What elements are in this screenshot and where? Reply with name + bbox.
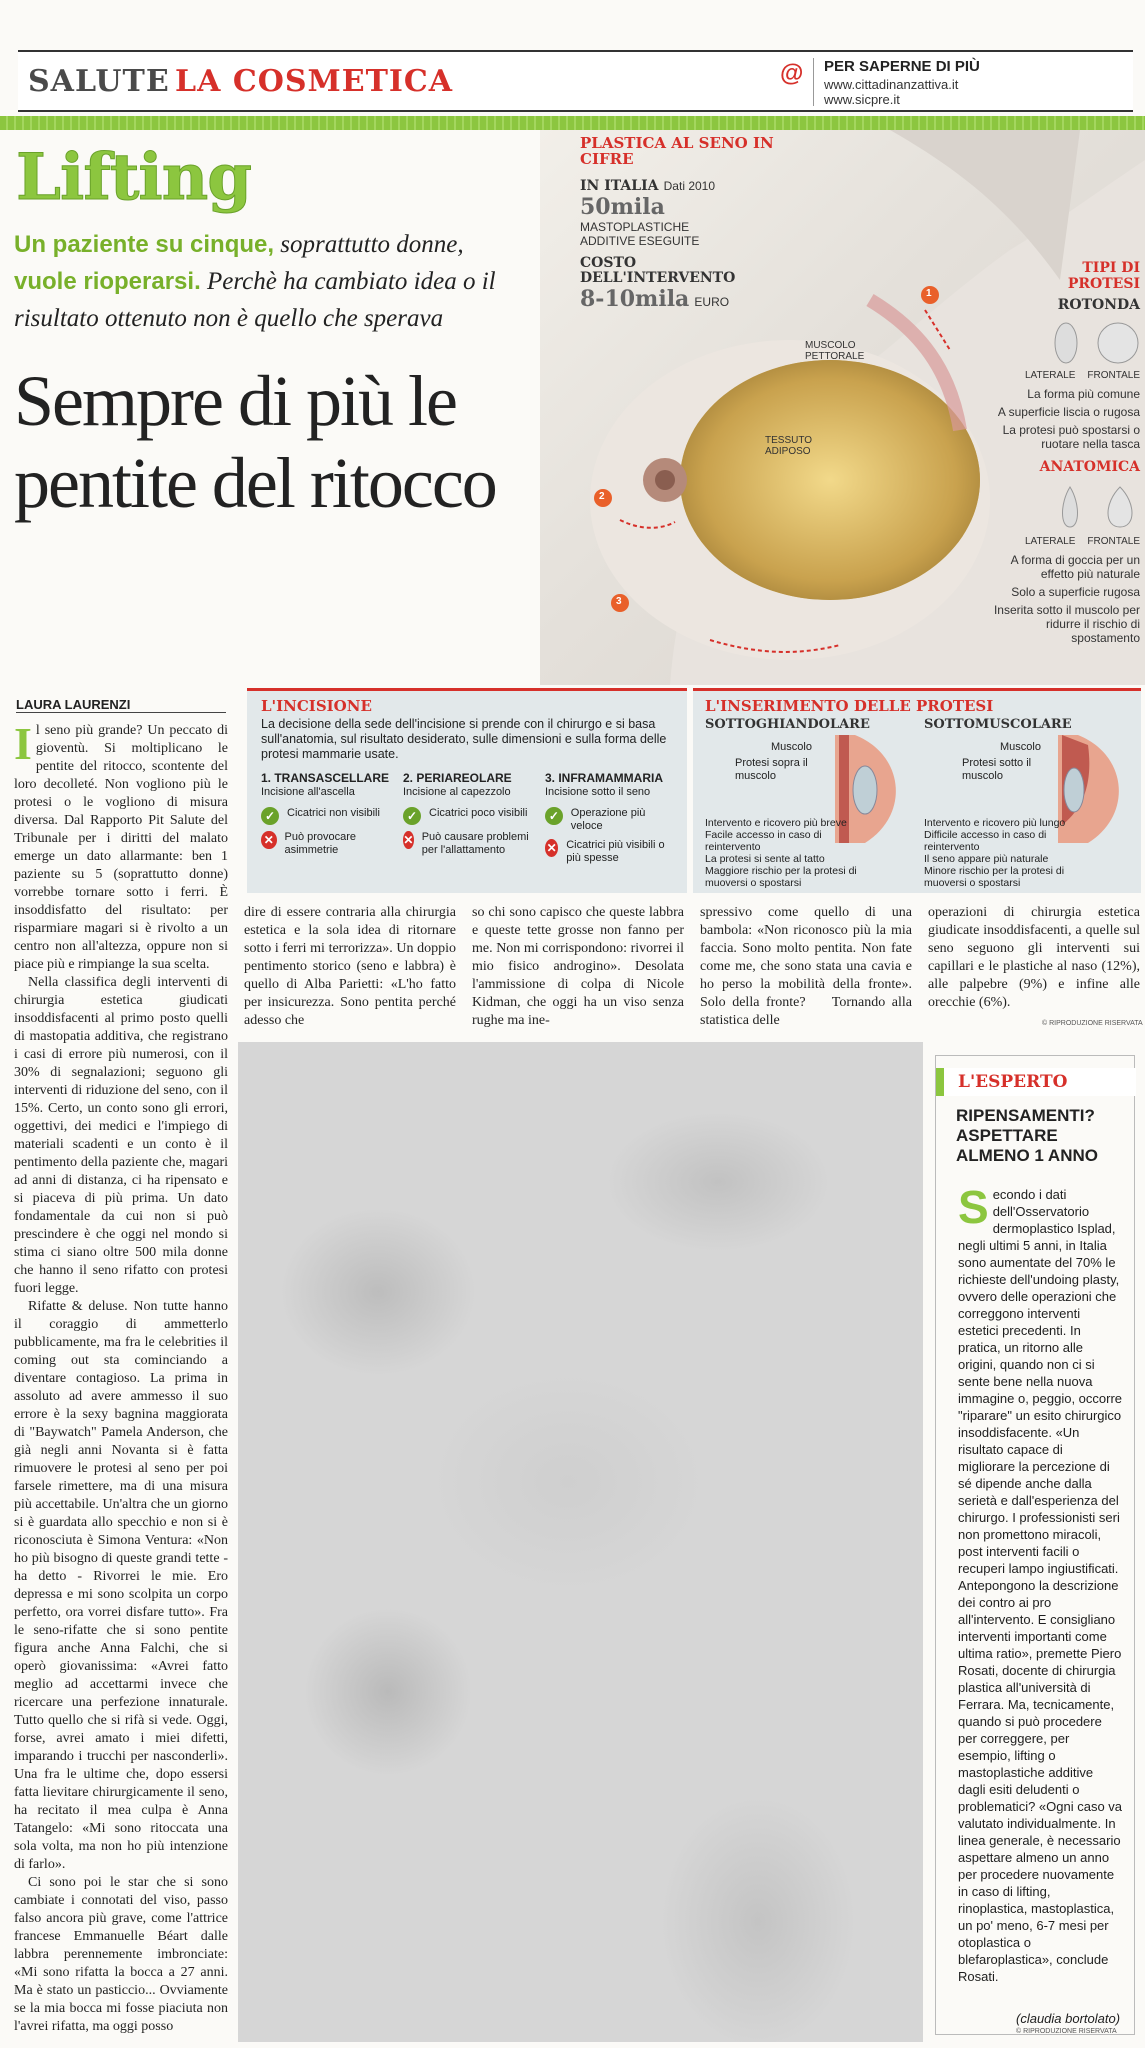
marker-2-label: 2 [599, 491, 605, 502]
incisione-col-title: 3. INFRAMAMMARIA [545, 771, 663, 785]
incisione-columns [261, 770, 679, 865]
incisione-col-sub: Incisione sotto il seno [545, 786, 651, 798]
inserimento-infobox [693, 688, 1141, 893]
incisione-col-sub: Incisione all'ascella [261, 786, 355, 798]
subtitle-highlight-2: vuole rioperarsi. [14, 268, 201, 295]
marker-1-label: 1 [926, 288, 932, 299]
protesi-types-title: TIPI DI PROTESI [1067, 260, 1140, 292]
at-icon: @ [780, 60, 804, 87]
inserimento-col-sottomuscolare [924, 717, 1133, 887]
subsection-name: LA COSMETICA [175, 64, 454, 99]
mastoplastiche-label: MASTOPLASTICHE ADDITIVE ESEGUITE [580, 220, 700, 248]
incisione-col-title: 1. TRANSASCELLARE [261, 771, 390, 785]
costo-label: COSTO DELL'INTERVENTO [580, 255, 736, 286]
expert-signature: (claudia bortolato) [1016, 2011, 1121, 2026]
incisione-title: L'INCISIONE [261, 697, 372, 715]
protesi-types-panel [990, 260, 1140, 645]
list-item: Intervento e ricovero più lungo [924, 817, 1066, 829]
info-link-cittadinanzattiva[interactable]: www.cittadinanzattiva.it [824, 77, 959, 92]
mastoplastiche-value: 50mila [580, 194, 665, 220]
inserimento-title: L'INSERIMENTO DELLE PROTESI [705, 697, 994, 715]
byline: LAURA LAURENZI [16, 697, 131, 712]
rotonda-text-2: A superficie liscia o rugosa [997, 405, 1140, 419]
costo-unit: EURO [694, 295, 730, 309]
expert-label-bar [936, 1068, 1136, 1096]
incisione-infobox [247, 688, 687, 893]
rotonda-shapes [990, 321, 1140, 365]
incisione-col-sub: Incisione al capezzolo [403, 786, 511, 798]
subtitle-part-1: soprattutto donne, [274, 231, 464, 258]
rotonda-laterale: LATERALE [1025, 370, 1076, 381]
incisione-con: Può provocare asimmetrie [284, 831, 357, 856]
list-item: Difficile accesso in caso di reintervento [924, 829, 1047, 853]
costo-value: 8-10mila [580, 286, 690, 312]
list-item: Minore rischio per la protesi di muoversi o spostarsi [924, 865, 1065, 889]
label-tessuto-adiposo: TESSUTO ADIPOSO [765, 435, 813, 457]
article-paragraph: Rifatte & deluse. Non tutte hanno il coraggio di ammetterlo pubblicamente, ma fra le celebrities il coming out sta cominciando a diventare contagioso. La prima in assoluto ad avere ammesso il suo errore è la sexy bagnina maggiorata di "Baywatch" Pamela Anderson, che già negli anni Novanta si è fatta rimuovere le protesi al seno per poi farsele rimettere, ma di una misura più accettabile. Un'altra che un giorno si è guardata allo specchio e non si è riconosciuta è Simona Ventura: «Non ho più bisogno di queste grandi tette - ha detto - Rivorrei le mie. Ero depressa e mi sono scolpita un corpo perfetto, ora vorrei disfare tutto». Fra le seno-rifatte che si sono pentite figura anche Anna Falchi, che si operò giovanissima: «Avrei fatto meglio ad accettarmi invece che ricercare una perfezione innaturale. Tutto quello che si rifà si vede. Oggi, forse, avrei amato i miei difetti, imparando i trucchi per nasconderli». Una fra le ultime che, dopo essersi fatta lievitare chirurgicamente il seno, ha recitato il mea culpa è Anna Tatangelo: «Mi sono ritoccata una sola volta, ma non ho più intenzione di farlo». [14, 1299, 228, 1872]
anatomica-text-1: A forma di goccia per un effetto più naturale [1010, 553, 1140, 581]
stats-title: PLASTICA AL SENO IN CIFRE [580, 134, 774, 168]
incisione-col-title: 2. PERIAREOLARE [403, 771, 512, 785]
info-title: PER SAPERNE DI PIÙ [824, 58, 980, 75]
anatomica-shapes [990, 483, 1140, 531]
anatomica-title: ANATOMICA [1039, 459, 1140, 475]
section-name: SALUTE [28, 64, 170, 99]
in-italia-year: Dati 2010 [663, 179, 716, 193]
anatomica-text-2: Solo a superficie rugosa [1011, 585, 1140, 599]
rotonda-text-1: La forma più comune [1027, 387, 1140, 401]
expert-label: L'ESPERTO [958, 1072, 1068, 1092]
drop-cap: S [958, 1181, 989, 1233]
cross-icon: ✕ [261, 831, 277, 849]
list-item: Maggiore rischio per la protesi di muoversi o spostarsi [705, 865, 857, 889]
copyright-note: © RIPRODUZIONE RISERVATA [1042, 1020, 1143, 1027]
in-italia-label: IN ITALIA [580, 178, 659, 194]
byline-rule [16, 712, 226, 713]
article-paragraph: Il seno più grande? Un peccato di gioventù. Si moltiplicano le pentite del ritocco, scontente del loro decolleté. Non vogliono più le protesi o le vogliono di misura diversa. Dal Rapporto Pit Salute del Tribunale per i diritti del malato emerge un dato allarmante: ben 1 paziente su 5 (soprattutto donne) vorrebbe tornare sotto i ferri. È insoddisfatto del risultato: per risparmiare magari si è rivolto a un centro non all'altezza, oppure non si piace più e rimpiange la sua scelta. [14, 722, 228, 972]
drop-cap: I [14, 722, 32, 769]
list-item: Il seno appare più naturale [924, 853, 1049, 865]
muscolo-label: Muscolo [1000, 741, 1041, 753]
inserimento-col-title: SOTTOMUSCOLARE [924, 717, 1072, 732]
info-link-sicpre[interactable]: www.sicpre.it [824, 92, 900, 107]
incisione-col-transascellare [261, 770, 395, 865]
article-column-5: operazioni di chirurgia estetica giudicate insoddisfacenti, a quelle sul seno seguono gli interventi sui capillari e le plastiche al naso (12%), alle palpebre (9%) e infine alle orecchie (6%). [928, 905, 1140, 1010]
incisione-col-inframammaria [545, 770, 679, 865]
subtitle-highlight-1: Un paziente su cinque, [14, 231, 275, 258]
inserimento-col-title: SOTTOGHIANDOLARE [705, 717, 870, 732]
section-header [18, 50, 1133, 112]
header-divider [813, 58, 814, 106]
list-item: La protesi si sente al tatto [705, 853, 825, 865]
article-column-4: spressivo come quello di una bambola: «Non riconosco più la mia faccia. Sono molto pentita. Non fate come me, che sono stata una cavia e ho perso la mobilità della fronte». Solo della fronte? Tornando alla statistica delle [700, 905, 912, 1028]
expert-title: RIPENSAMENTI? ASPETTARE ALMENO 1 ANNO [956, 1106, 1098, 1165]
protesi-label: Protesi sotto il muscolo [962, 757, 1032, 782]
anatomica-front-icon [1100, 483, 1140, 531]
expert-sidebar [935, 1055, 1135, 2035]
cross-icon: ✕ [546, 841, 557, 855]
anatomica-frontale: FRONTALE [1087, 536, 1140, 547]
blurred-photo [238, 1042, 923, 2042]
incisione-pro: Cicatrici non visibili [287, 807, 380, 819]
stats-panel [580, 135, 780, 312]
sottomuscolare-list [924, 817, 1084, 889]
green-stripe-bar [0, 116, 1145, 130]
incisione-pro: Cicatrici poco visibili [429, 807, 528, 819]
incisione-intro: La decisione della sede dell'incisione si prende con il chirurgo e si basa sull'anatomia, sul risultato desiderato, sulle dimensioni e sulla forma delle protesi mammarie usate. [261, 717, 667, 761]
list-item: Intervento e ricovero più breve [705, 817, 847, 829]
expert-copyright: © RIPRODUZIONE RISERVATA [1016, 2028, 1117, 2035]
headline: Sempre di più le pentite del ritocco [14, 361, 496, 523]
rotonda-frontale: FRONTALE [1087, 370, 1140, 381]
check-icon: ✓ [261, 807, 279, 825]
article-column-1 [14, 722, 228, 2042]
rotonda-text-3: La protesi può spostarsi o ruotare nella tasca [1002, 423, 1140, 451]
cross-icon: ✕ [403, 833, 414, 847]
kicker-title: Lifting [16, 140, 251, 215]
rotonda-title: ROTONDA [1057, 297, 1140, 313]
sottoghiandolare-list [705, 817, 865, 889]
marker-3-label: 3 [616, 596, 622, 607]
article-paragraph: Nella classifica degli interventi di chirurgia estetica giudicati insoddisfacenti al primo posto quelli di mastopatia additiva, che registrano i casi di errore più numerosi, con il 30% di segnalazioni; seguono gli interventi di riduzione del seno, con il 15%. Certo, un conto sono gli errori, oggettivi, dei medici e l'impiego di materiali scadenti e un conto è il pentimento della paziente che, magari ad anni di distanza, ci ha ripensato e si piaceva di più prima. Un dato fondamentale da cui non si può prescindere è che oggi nel mondo si stima ci siano oltre 500 mila donne che hanno il seno rifatto con protesi fuori legge. [14, 975, 228, 1296]
list-item: Facile accesso in caso di reintervento [705, 829, 822, 853]
expert-body: Secondo i dati dell'Osservatorio dermoplastico Isplad, negli ultimi 5 anni, in Italia sono aumentate del 70% le richieste dell'undoing plasty, ovvero delle operazioni che correggono interventi estetici precedenti. In pratica, un ritorno alle origini, quando non ci si sente bene nella nuova immagine o, peggio, occorre "riparare" un esito chirurgico insoddisfacente. «Un risultato capace di migliorare la percezione di sé dipende anche dalla serietà e dall'esperienza del chirurgo. I professionisti seri non promettono miracoli, post interventi facili o recuperi lampo ingiustificati. Antepongono la descrizione dei contro ai pro all'intervento. E consigliano interventi importanti come ultima ratio», premette Piero Rosati, docente di chirurgia plastica all'università di Ferrara. Ma, tecnicamente, quando si può procedere per correggere, per esempio, lifting o mastoplastiche additive dagli esiti deludenti o problematici? «Ogni caso va valutato individualmente. In linea generale, è necessario aspettare almeno un anno per procedere nuovamente in caso di lifting, rinoplastica, mastoplastica, un po' meno, 6-7 mesi per otoplastica o blefaroplastica», conclude Rosati. [958, 1181, 1123, 1984]
anatomica-side-icon [1056, 483, 1084, 531]
subtitle [14, 226, 574, 337]
anatomica-laterale: LATERALE [1025, 536, 1076, 547]
protesi-label: Protesi sopra il muscolo [735, 757, 808, 782]
anatomica-text-3: Inserita sotto il muscolo per ridurre il rischio di spostamento [993, 603, 1140, 645]
article-paragraph: Ci sono poi le star che si sono cambiate i connotati del viso, passo falso ancora più grave, come l'attrice francese Emmanuelle Béart dalle labbra perennemente imbronciate: «Mi sono rifatta la bocca a 27 anni. Ma è stato un pasticcio... Ovviamente se la mia bocca mi fosse piaciuta non l'avrei rifatta, ma oggi posso [14, 1875, 228, 2034]
muscolo-label: Muscolo [771, 741, 812, 753]
incisione-pro: Operazione più veloce [570, 807, 646, 832]
rotonda-front-icon [1096, 321, 1140, 365]
check-icon: ✓ [403, 807, 421, 825]
incisione-con: Cicatrici più visibili o più spesse [566, 839, 665, 864]
article-column-2: dire di essere contraria alla chirurgia estetica e la sola idea di ritornare sotto i ferri mi terrorizza». Un doppio pentimento storico (seno e labbra) è quello di Alba Parietti: «L'ho fatto per insicurezza. Sono pentita perché adesso che [244, 905, 456, 1028]
article-column-3: so chi sono capisco che queste labbra e queste tette grosse non fanno per me. Non mi corrispondono: rivorrei il mio fisico androgino». Desolata l'ammissione di colpa di Nicole Kidman, che oggi ha un viso senza rughe ma ine- [472, 905, 684, 1028]
inserimento-columns [705, 717, 1133, 887]
rotonda-side-icon [1052, 321, 1080, 365]
incisione-con: Può causare problemi per l'allattamento [421, 831, 529, 856]
subtitle-part-2: Perchè ha cambiato idea o il risultato ottenuto non è quello che sperava [14, 268, 496, 332]
label-muscolo-pettorale: MUSCOLO PETTORALE [805, 340, 865, 362]
check-icon: ✓ [545, 807, 563, 825]
incisione-col-periareolare [403, 770, 537, 865]
inserimento-col-sottoghiandolare [705, 717, 914, 887]
